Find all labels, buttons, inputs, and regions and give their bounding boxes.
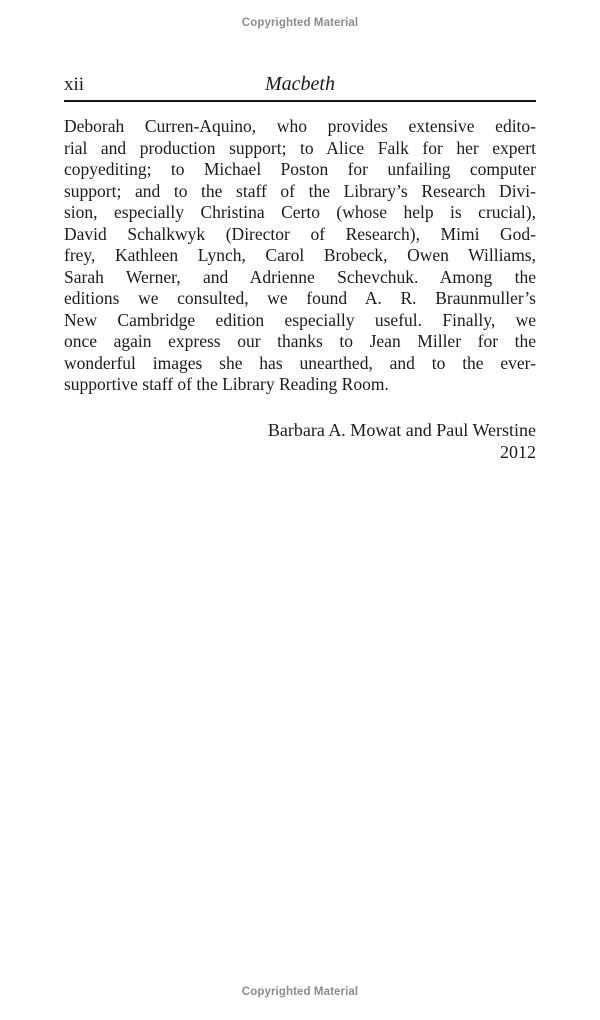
body-line: sion, especially Christina Certo (whose help is crucial), [64, 202, 536, 222]
copyright-notice-bottom: Copyrighted Material [241, 986, 359, 998]
acknowledgments-paragraph [64, 116, 536, 396]
body-line: Sarah Werner, and Adrienne Schevchuk. Among the [64, 266, 536, 287]
header-rule [64, 100, 536, 102]
body-line: editions we consulted, we found A. R. Braunmuller’s [64, 288, 536, 308]
body-line: New Cambridge edition especially useful. Finally, we [64, 309, 536, 330]
copyright-notice-top: Copyrighted Material [241, 17, 359, 29]
body-line: Deborah Curren-Aquino, who provides extensive edito- [64, 116, 536, 136]
page-header [64, 70, 536, 96]
page-number: xii [64, 74, 85, 95]
body-line: support; and to the staff of the Library’s Research Divi- [64, 180, 536, 201]
body-line: David Schalkwyk (Director of Research), Mimi God- [64, 223, 536, 244]
body-line: once again express our thanks to Jean Miller for the [64, 331, 536, 351]
body-line: copyediting; to Michael Poston for unfailing computer [64, 159, 536, 179]
body-line: wonderful images she has unearthed, and to the ever- [64, 352, 536, 373]
body-line: rial and production support; to Alice Falk for her expert [64, 137, 536, 158]
running-title: Macbeth [265, 73, 335, 95]
body-line: frey, Kathleen Lynch, Carol Brobeck, Owen Williams, [64, 245, 536, 265]
body-line: supportive staff of the Library Reading Room. [64, 374, 389, 394]
signature-block [64, 419, 536, 463]
signature-authors: Barbara A. Mowat and Paul Werstine [267, 420, 536, 440]
signature-year: 2012 [500, 442, 536, 462]
